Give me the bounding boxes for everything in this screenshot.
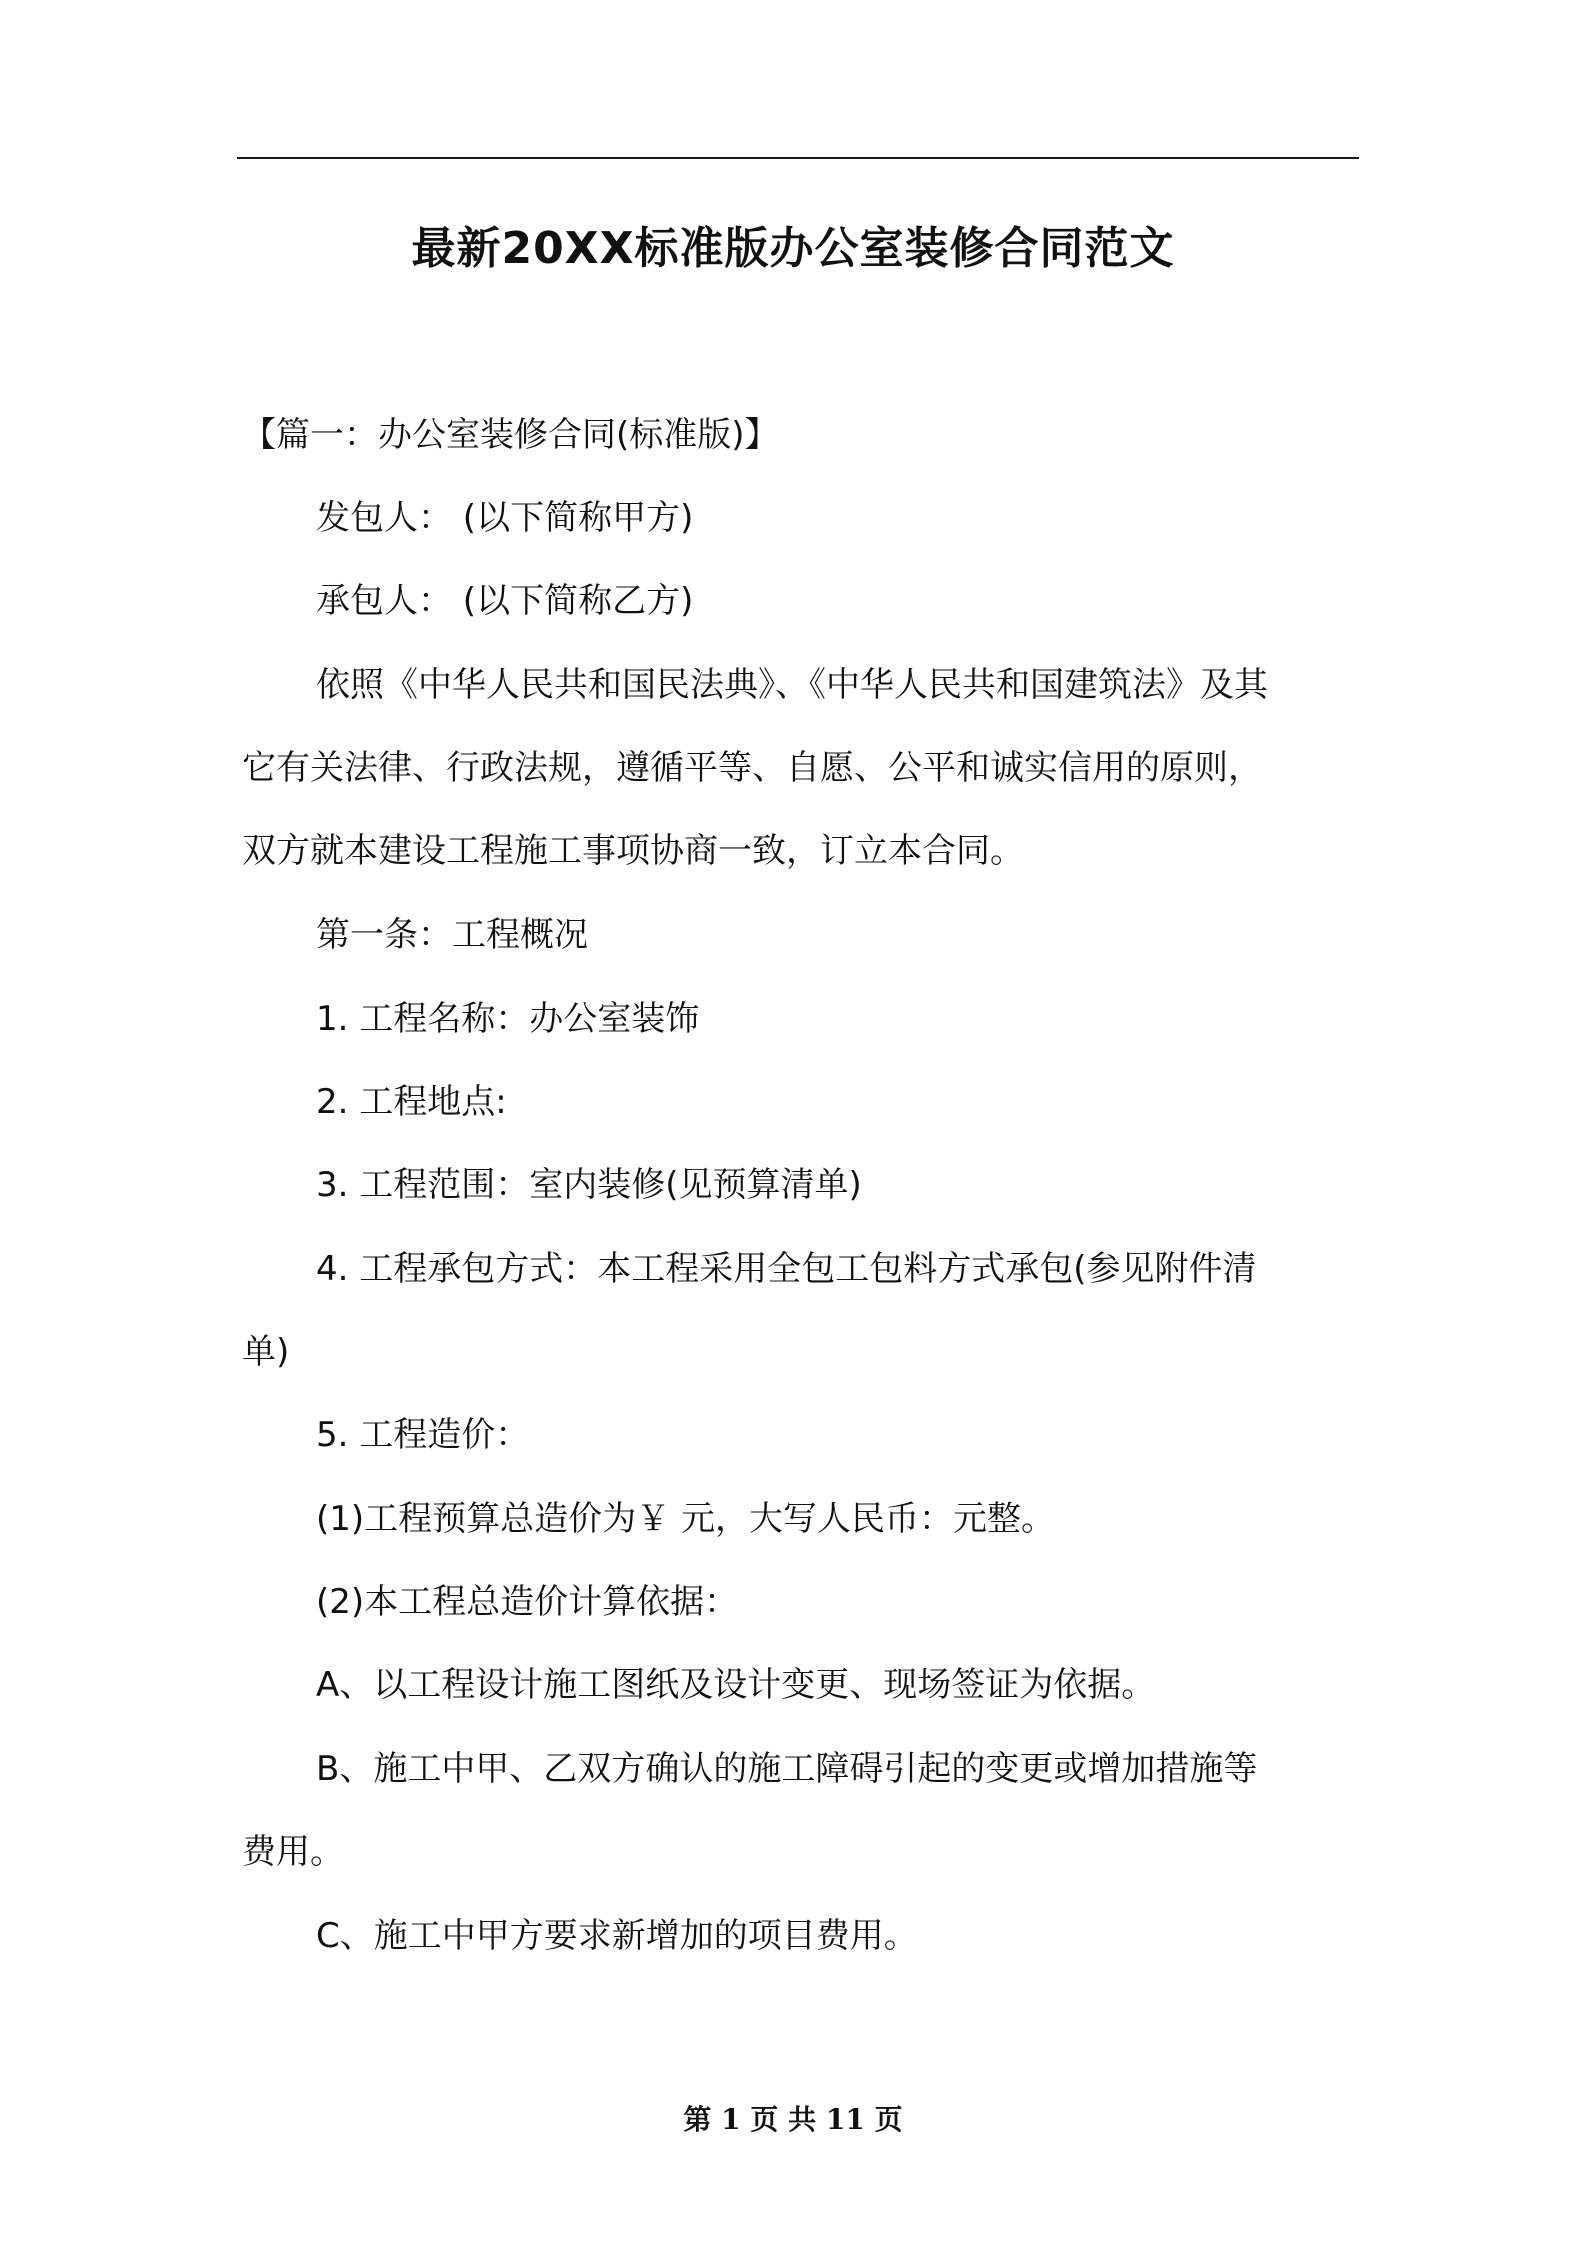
basis-item-b-line-2: 费用。 — [242, 1832, 344, 1872]
list-item-contract-method-line-1: 4. 工程承包方式：本工程采用全包工包料方式承包(参见附件清 — [316, 1249, 1257, 1289]
paragraph-legal-basis-line-1: 依照《中华人民共和国民法典》、《中华人民共和国建筑法》及其 — [316, 665, 1268, 705]
list-item-contract-method-line-2: 单) — [242, 1332, 290, 1372]
list-item-project-location: 2. 工程地点: — [316, 1082, 507, 1122]
cost-item-basis: (2)本工程总造价计算依据： — [316, 1582, 739, 1622]
header-rule — [237, 157, 1359, 159]
paragraph-contractor: 承包人： (以下简称乙方) — [316, 581, 694, 621]
paragraph-employer: 发包人： (以下简称甲方) — [316, 498, 694, 538]
list-item-project-scope: 3. 工程范围：室内装修(见预算清单) — [316, 1165, 862, 1205]
paragraph-legal-basis-line-3: 双方就本建设工程施工事项协商一致，订立本合同。 — [242, 831, 1024, 871]
list-item-project-name: 1. 工程名称：办公室装饰 — [316, 999, 700, 1039]
basis-item-a: A、以工程设计施工图纸及设计变更、现场签证为依据。 — [316, 1665, 1156, 1705]
article-one-heading: 第一条：工程概况 — [316, 915, 588, 955]
basis-item-b-line-1: B、施工中甲、乙双方确认的施工障碍引起的变更或增加措施等 — [316, 1749, 1258, 1789]
paragraph-legal-basis-line-2: 它有关法律、行政法规，遵循平等、自愿、公平和诚实信用的原则， — [242, 748, 1262, 788]
document-title: 最新20XX标准版办公室装修合同范文 — [411, 223, 1175, 274]
cost-item-budget: (1)工程预算总造价为￥ 元，大写人民币：元整。 — [316, 1499, 1055, 1539]
basis-item-c: C、施工中甲方要求新增加的项目费用。 — [316, 1916, 918, 1956]
page-number: 第 1 页 共 11 页 — [683, 2103, 903, 2136]
list-item-project-cost: 5. 工程造价： — [316, 1415, 530, 1455]
section-heading: 【篇一：办公室装修合同(标准版)】 — [242, 415, 779, 455]
